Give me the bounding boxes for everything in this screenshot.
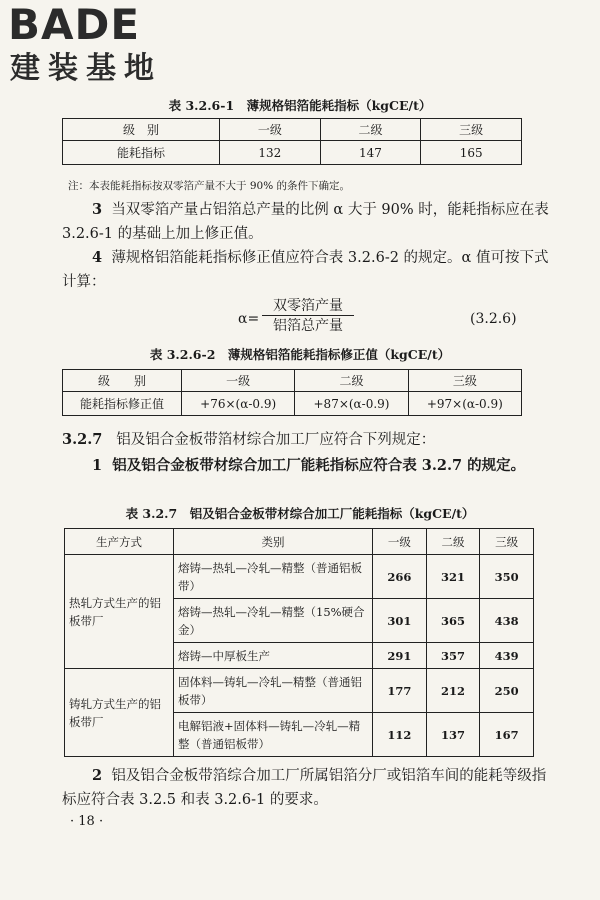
table3-value-cell: 291: [373, 643, 427, 669]
table3-mode-cell: 热轧方式生产的铝板带厂: [65, 555, 174, 669]
table3-category-cell: 熔铸—热轧—冷轧—精整（普通铝板带）: [174, 555, 373, 599]
table3-header: 一级: [373, 529, 427, 555]
table3-mode-cell: 铸轧方式生产的铝板带厂: [65, 669, 174, 757]
table2-cell: +97×(α-0.9): [408, 392, 521, 416]
paragraph-3: [62, 198, 552, 246]
paragraph-number: 4: [92, 249, 103, 266]
section-text: 铝及铝合金板带箔材综合加工厂应符合下列规定：: [116, 432, 436, 448]
table3-category-cell: 电解铝液+固体料—铸轧—冷轧—精整（普通铝板带）: [174, 713, 373, 757]
table2-header: 级 别: [63, 370, 182, 392]
paragraph-4: [62, 246, 552, 294]
formula-denominator: 铝箔总产量: [273, 318, 343, 334]
table2: [62, 369, 522, 416]
table3-value-cell: 177: [373, 669, 427, 713]
table3-category-cell: 熔铸—中厚板生产: [174, 643, 373, 669]
table3-value-cell: 357: [426, 643, 480, 669]
section-number: 3.2.7: [62, 431, 103, 448]
table2-caption: 表 3.2.6-2 薄规格铝箔能耗指标修正值（kgCE/t）: [149, 347, 451, 362]
table3-value-cell: 137: [426, 713, 480, 757]
table2-header: 二级: [295, 370, 408, 392]
paragraph-text: 当双零箔产量占铝箔总产量的比例 α 大于 90% 时，能耗指标应在表 3.2.6-1 的基础上加上修正值。: [62, 202, 549, 242]
table1-header: 一级: [220, 119, 321, 141]
table3-header: 二级: [426, 529, 480, 555]
table3-value-cell: 301: [373, 599, 427, 643]
table3: [64, 528, 534, 757]
table3-value-cell: 439: [480, 643, 534, 669]
table1-cell: 147: [320, 141, 421, 165]
section-3-2-7: [62, 428, 552, 452]
paragraph-1: [62, 454, 552, 478]
table2-cell: +87×(α-0.9): [295, 392, 408, 416]
logo-wordmark: BADE: [8, 0, 141, 49]
paragraph-number: 3: [92, 201, 103, 218]
table1-cell: 能耗指标: [63, 141, 220, 165]
paragraph-text: 铝及铝合金板带箔综合加工厂所属铝箔分厂或铝箔车间的能耗等级指标应符合表 3.2.5 和表 3.2.6-1 的要求。: [62, 768, 547, 808]
paragraph-text: 铝及铝合金板带材综合加工厂能耗指标应符合表 3.2.7 的规定。: [112, 457, 526, 474]
table1-note: 注：本表能耗指标按双零箔产量不大于 90% 的条件下确定。: [68, 180, 351, 192]
table1-header: 三级: [421, 119, 522, 141]
table3-value-cell: 167: [480, 713, 534, 757]
table3-value-cell: 266: [373, 555, 427, 599]
table3-value-cell: 365: [426, 599, 480, 643]
formula-number: (3.2.6): [470, 311, 517, 327]
table3-value-cell: 250: [480, 669, 534, 713]
table2-header: 一级: [182, 370, 295, 392]
table3-value-cell: 212: [426, 669, 480, 713]
table3-header: 类别: [174, 529, 373, 555]
table3-value-cell: 438: [480, 599, 534, 643]
table3-value-cell: 350: [480, 555, 534, 599]
table3-value-cell: 321: [426, 555, 480, 599]
table1-caption: 表 3.2.6-1 薄规格铝箔能耗指标（kgCE/t）: [168, 98, 432, 113]
table1-header: 二级: [320, 119, 421, 141]
paragraph-2: [62, 764, 552, 812]
table1: [62, 118, 522, 165]
table2-header: 三级: [408, 370, 521, 392]
paragraph-number: 1: [92, 457, 103, 474]
table3-caption: 表 3.2.7 铝及铝合金板带材综合加工厂能耗指标（kgCE/t）: [125, 506, 475, 521]
table3-category-cell: 固体料—铸轧—冷轧—精整（普通铝板带）: [174, 669, 373, 713]
table3-header: 三级: [480, 529, 534, 555]
table1-cell: 132: [220, 141, 321, 165]
table1-header: 级 别: [63, 119, 220, 141]
table2-cell: +76×(α-0.9): [182, 392, 295, 416]
paragraph-text: 薄规格铝箔能耗指标修正值应符合表 3.2.6-2 的规定。α 值可按下式计算：: [62, 250, 549, 290]
formula-lhs: α=: [238, 311, 260, 327]
table1-cell: 165: [421, 141, 522, 165]
logo-chinese: 建装基地: [10, 51, 162, 86]
table3-value-cell: 112: [373, 713, 427, 757]
paragraph-number: 2: [92, 767, 103, 784]
formula-numerator: 双零箔产量: [262, 297, 354, 316]
table3-category-cell: 熔铸—热轧—冷轧—精整（15%硬合金）: [174, 599, 373, 643]
table3-header: 生产方式: [65, 529, 174, 555]
table2-cell: 能耗指标修正值: [63, 392, 182, 416]
page-number: · 18 ·: [70, 814, 104, 829]
